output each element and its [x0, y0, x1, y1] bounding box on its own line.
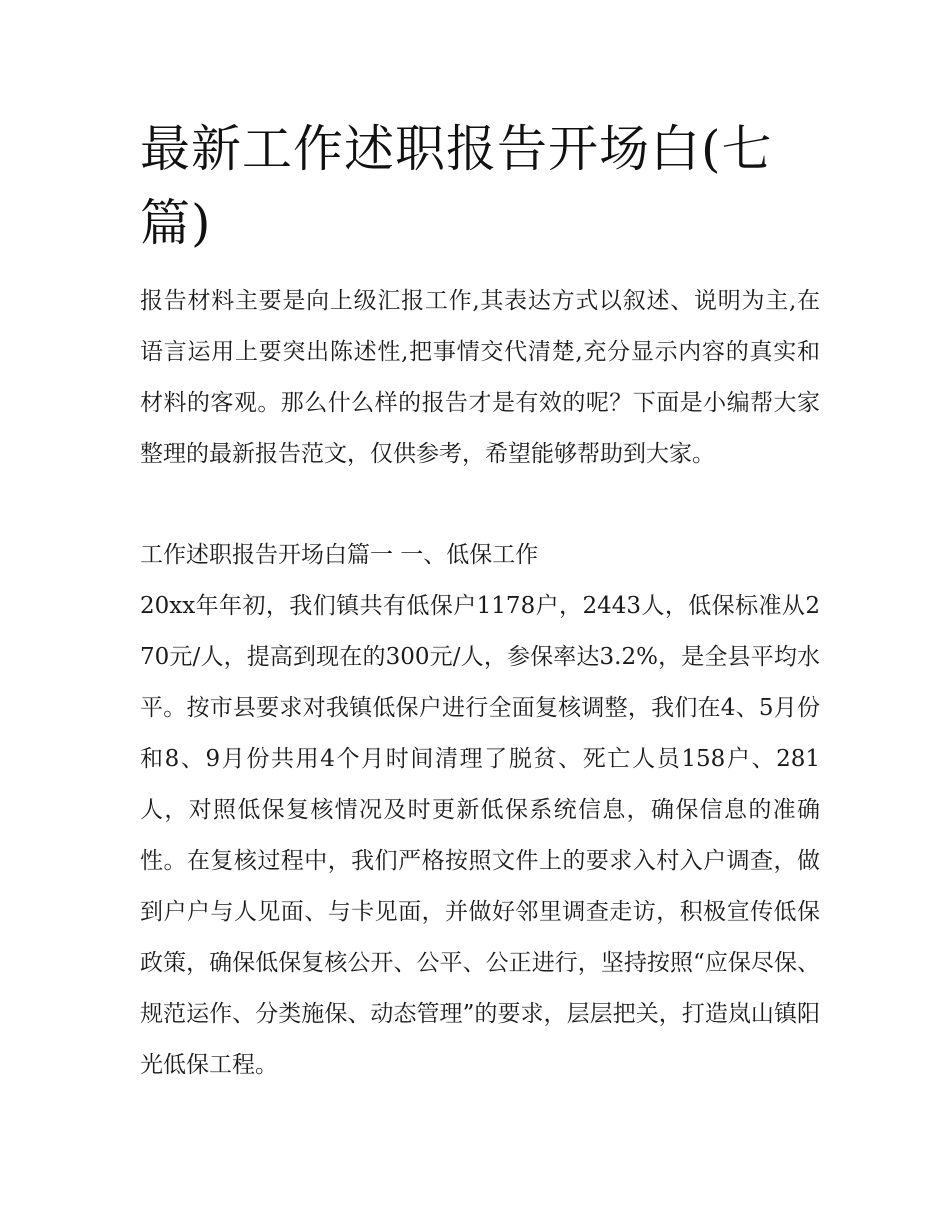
intro-paragraph: 报告材料主要是向上级汇报工作,其表达方式以叙述、说明为主,在语言运用上要突出陈述性,把事情交代清楚,充分显示内容的真实和材料的客观。那么什么样的报告才是有效的呢？下面是小编帮大家整理的最新报告范文，仅供参考，希望能够帮助到大家。 — [140, 288, 820, 467]
section-heading: 工作述职报告开场白篇一 一、低保工作 — [140, 542, 539, 568]
document-title: 最新工作述职报告开场白(七篇) — [140, 120, 773, 252]
section-body-paragraph: 20xx年年初，我们镇共有低保户1178户，2443人，低保标准从270元/人，提高到现在的300元/人，参保率达3.2%，是全县平均水平。按市县要求对我镇低保户进行全面复核调整，我们在4、5月份和8、9月份共用4个月时间清理了脱贫、死亡人员158户、281人，对照低保复核情况及时更新低保系统信息，确保信息的准确性。在复核过程中，我们严格按照文件上的要求入村入户调查，做到户户与人见面、与卡见面，并做好邻里调查走访，积极宣传低保政策，确保低保复核公开、公平、公正进行，坚持按照“应保尽保、规范运作、分类施保、动态管理”的要求，层层把关，打造岚山镇阳光低保工程。 — [140, 593, 820, 1078]
